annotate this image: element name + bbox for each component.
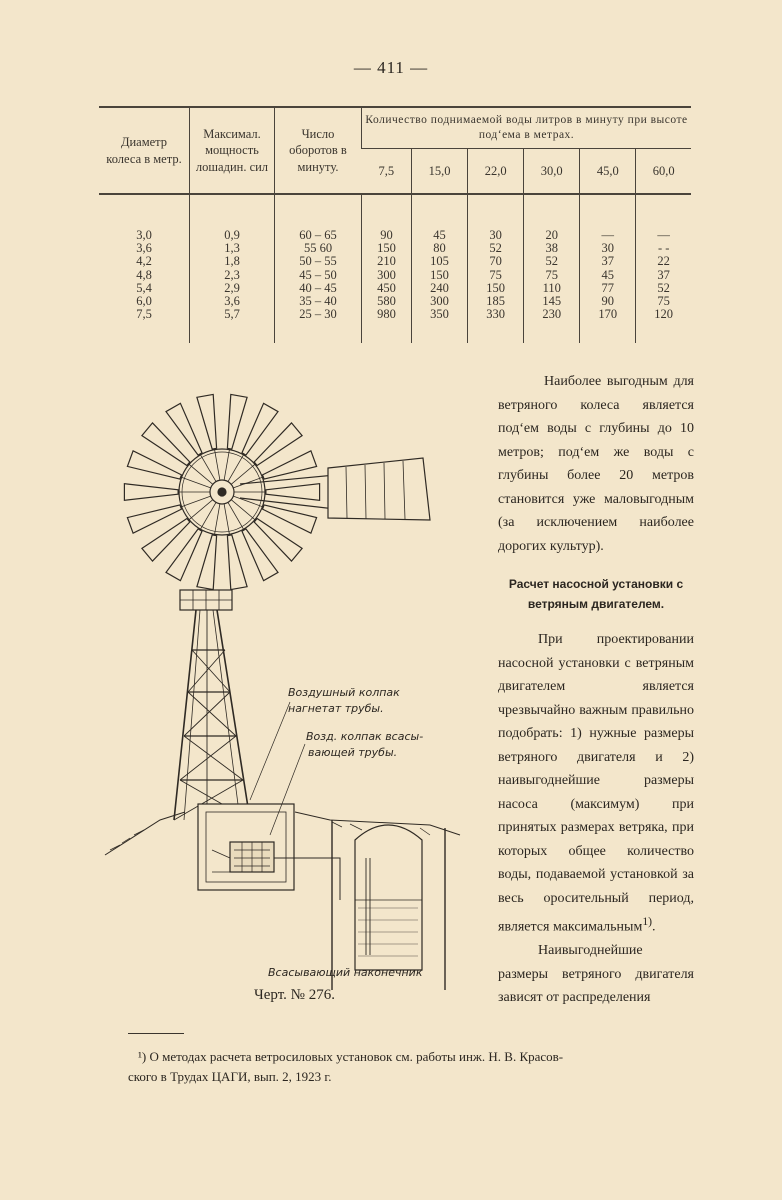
table-cell: 90 bbox=[580, 295, 636, 308]
label-air-chamber-discharge: Воздушный колпак bbox=[288, 686, 400, 699]
table-row bbox=[99, 269, 691, 282]
header-power: Максимал. мощность лошадин. сил bbox=[190, 107, 275, 194]
paragraph-2-end: . bbox=[652, 919, 656, 935]
paragraph-1: Наиболее выгодным для ветряного колеса является под‘ем воды с глубины до 10 метров; под‘ем же воды с глубины более 20 метров становится уже маловыгодным (за исключением наиболее дорогих культур). bbox=[498, 374, 694, 554]
footnote-line-2: ского в Трудах ЦАГИ, вып. 2, 1923 г. bbox=[128, 1069, 332, 1084]
rotor-blade bbox=[166, 529, 202, 581]
rotor-blade bbox=[227, 535, 247, 590]
footnote-rule bbox=[128, 1033, 184, 1034]
rotor-blade bbox=[127, 505, 181, 533]
header-height: 7,5 bbox=[362, 149, 412, 195]
table-cell: 3,6 bbox=[136, 241, 152, 256]
header-rpm: Число оборотов в минуту. bbox=[275, 107, 362, 194]
table-cell: 110 bbox=[524, 282, 580, 295]
footnote bbox=[128, 1047, 688, 1087]
table-cell: 5,7 bbox=[190, 308, 275, 343]
rotor-blade bbox=[242, 529, 278, 581]
table-cell: 210 bbox=[362, 255, 412, 268]
table-cell: 60 – 65 bbox=[275, 194, 362, 242]
footnote-line-1: ¹) О методах расчета ветросиловых установок см. работы инж. Н. В. Красов- bbox=[138, 1049, 564, 1064]
table-cell: 40 – 45 bbox=[275, 282, 362, 295]
header-water-amount: Количество поднимаемой воды литров в минуту при высоте под‘ема в метрах. bbox=[362, 107, 692, 149]
table-cell: 145 bbox=[524, 295, 580, 308]
header-height: 30,0 bbox=[524, 149, 580, 195]
header-height: 15,0 bbox=[412, 149, 468, 195]
table-cell: 4,2 bbox=[136, 254, 152, 269]
table-cell: 185 bbox=[468, 295, 524, 308]
rotor-spoke bbox=[214, 449, 220, 481]
table-cell: 6,0 bbox=[136, 294, 152, 309]
table-cell: 30 bbox=[468, 194, 524, 242]
header-diameter: Диаметр колеса в метр. bbox=[99, 107, 190, 194]
table-cell: 580 bbox=[362, 295, 412, 308]
header-height: 45,0 bbox=[580, 149, 636, 195]
rotor-spoke bbox=[214, 504, 220, 536]
windmill-figure bbox=[100, 380, 480, 990]
table-cell: 150 bbox=[468, 282, 524, 295]
table-cell: 75 bbox=[636, 295, 691, 308]
table-cell: — bbox=[580, 194, 636, 242]
table-cell: 240 bbox=[412, 282, 468, 295]
label-suction-tip: Всасывающий наконечник bbox=[268, 966, 423, 979]
rotor-blade bbox=[127, 451, 181, 479]
table-cell: 45 bbox=[580, 269, 636, 282]
table-row bbox=[99, 194, 691, 242]
table-row bbox=[99, 255, 691, 268]
windmill-data-table bbox=[99, 106, 691, 343]
table-cell: 45 – 50 bbox=[275, 269, 362, 282]
table-cell: 50 – 55 bbox=[275, 255, 362, 268]
figure-caption: Черт. № 276. bbox=[254, 987, 335, 1003]
table-cell: 3,6 bbox=[190, 295, 275, 308]
label-air-chamber-suction: Возд. колпак всасы- bbox=[306, 730, 424, 743]
table-cell: 105 bbox=[412, 255, 468, 268]
table-cell: 980 bbox=[362, 308, 412, 343]
table-cell: 22 bbox=[636, 255, 691, 268]
table-cell: 77 bbox=[580, 282, 636, 295]
rotor-blade bbox=[166, 403, 202, 455]
table-cell: 30 bbox=[580, 242, 636, 255]
rotor-spoke bbox=[224, 449, 230, 481]
table-cell: 4,8 bbox=[136, 267, 152, 282]
table-cell: 70 bbox=[468, 255, 524, 268]
table-cell: 1,3 bbox=[190, 242, 275, 255]
table-cell: 230 bbox=[524, 308, 580, 343]
header-height: 60,0 bbox=[636, 149, 691, 195]
rotor-spoke bbox=[228, 502, 244, 530]
table-cell: 150 bbox=[362, 242, 412, 255]
rotor-blade bbox=[242, 403, 278, 455]
table-cell: 52 bbox=[636, 282, 691, 295]
table-cell: 5,4 bbox=[136, 280, 152, 295]
table-cell: 2,3 bbox=[190, 269, 275, 282]
table-cell: 7,5 bbox=[136, 307, 152, 322]
table-row bbox=[99, 308, 691, 343]
rotor-spoke bbox=[224, 504, 230, 536]
table-cell: 90 bbox=[362, 194, 412, 242]
table-cell: 0,9 bbox=[190, 194, 275, 242]
table-cell: 37 bbox=[636, 269, 691, 282]
header-height: 22,0 bbox=[468, 149, 524, 195]
rotor-blade bbox=[197, 394, 217, 449]
table-cell: 75 bbox=[468, 269, 524, 282]
footnote-ref: 1) bbox=[642, 915, 653, 928]
table-cell: 2,9 bbox=[190, 282, 275, 295]
rotor-blade bbox=[124, 484, 178, 501]
table-cell: 120 bbox=[636, 308, 691, 343]
rotor-blade bbox=[263, 451, 317, 479]
rotor-spoke bbox=[228, 454, 244, 482]
table-cell: 75 bbox=[524, 269, 580, 282]
table-cell: 37 bbox=[580, 255, 636, 268]
table-cell: 80 bbox=[412, 242, 468, 255]
table-cell: 55 60 bbox=[275, 242, 362, 255]
table-cell: 52 bbox=[468, 242, 524, 255]
table-cell: 330 bbox=[468, 308, 524, 343]
paragraph-3: Наивыгоднейшие размеры ветряного двигателя зависят от распределения bbox=[498, 943, 694, 1006]
rotor-spoke bbox=[200, 502, 216, 530]
table-cell: 300 bbox=[412, 295, 468, 308]
table-cell: 35 – 40 bbox=[275, 295, 362, 308]
table-cell: 3,0 bbox=[136, 228, 152, 242]
label-air-chamber-suction-2: вающей трубы. bbox=[308, 746, 398, 759]
table-cell: 1,8 bbox=[190, 255, 275, 268]
table-body bbox=[99, 194, 691, 343]
table-cell: 38 bbox=[524, 242, 580, 255]
body-text-column bbox=[498, 370, 694, 1010]
table-cell: 350 bbox=[412, 308, 468, 343]
rotor-blade bbox=[197, 535, 217, 590]
table-cell: — bbox=[636, 194, 691, 242]
table-cell: 450 bbox=[362, 282, 412, 295]
page-number: — 411 — bbox=[353, 58, 429, 77]
rotor-blade bbox=[266, 484, 320, 501]
table-cell: 170 bbox=[580, 308, 636, 343]
table-cell: - - bbox=[636, 242, 691, 255]
table-cell: 45 bbox=[412, 194, 468, 242]
table-cell: 25 – 30 bbox=[275, 308, 362, 343]
paragraph-2-text: При проектировании насосной установки с ветряным двигателем является чрезвычайно важным правильно подобрать: 1) нужные размеры ветряного двигателя и 2) наивыгоднейшие размеры насоса (максимум) при принятых размерах ветряка, при которых общее количество воды, подаваемой установкой за весь оросительный период, является максимальным bbox=[498, 632, 694, 935]
label-air-chamber-discharge-2: нагнетат трубы. bbox=[288, 702, 384, 715]
table-cell: 300 bbox=[362, 269, 412, 282]
rotor-spoke bbox=[200, 454, 216, 482]
rotor-blade bbox=[263, 505, 317, 533]
section-title: Расчет насосной установки с ветряным двигателем. bbox=[508, 577, 684, 611]
windmill-drawing bbox=[100, 380, 480, 990]
rotor-blade bbox=[227, 394, 247, 449]
paragraph-2 bbox=[498, 628, 694, 939]
table-cell: 150 bbox=[412, 269, 468, 282]
table-cell: 52 bbox=[524, 255, 580, 268]
table-cell: 20 bbox=[524, 194, 580, 242]
